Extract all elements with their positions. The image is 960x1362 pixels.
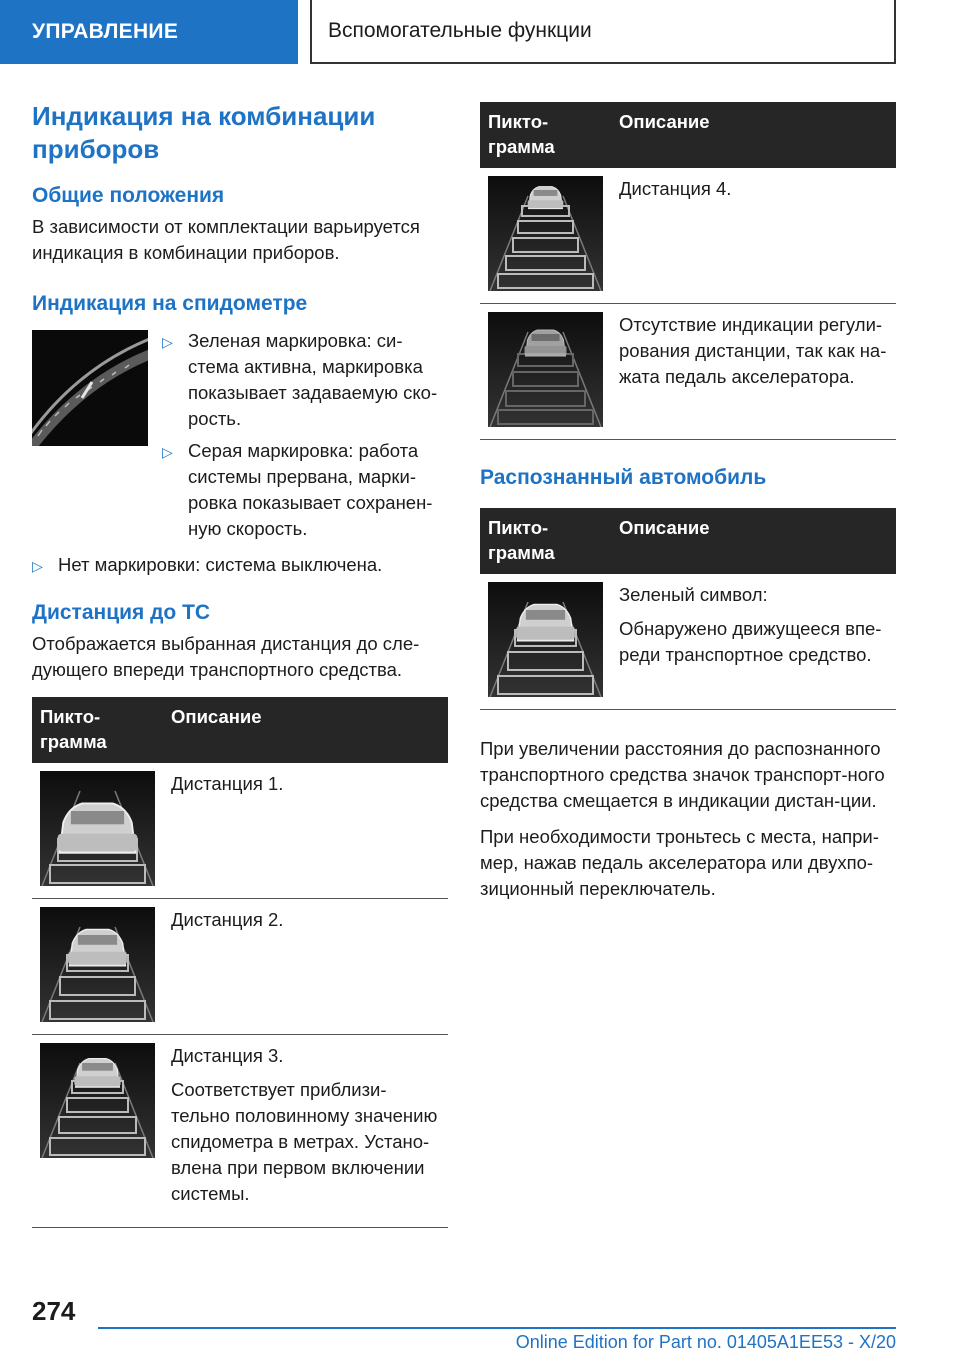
page-number: 274: [32, 1296, 76, 1326]
bullet-text: Серая маркировка: работа системы прервана, марки-ровка показывает сохранен-ную скорость.: [188, 440, 433, 539]
general-text: В зависимости от комплектации варьируется индикация в комбинации приборов.: [32, 216, 420, 263]
distance-heading: Дистанция до ТС: [32, 601, 211, 624]
distance-4-pictogram: [488, 176, 603, 291]
chapter-tab: УПРАВЛЕНИЕ: [0, 0, 298, 64]
row-text: Дистанция 3.: [171, 1045, 284, 1066]
recognized-table: [480, 508, 896, 710]
row-text: Дистанция 4.: [619, 178, 732, 199]
col-header-description: Описание: [163, 697, 448, 763]
triangle-bullet-icon: ▷: [32, 558, 43, 574]
bullet-text: Нет маркировки: система выключена.: [58, 554, 383, 575]
speedo-heading: Индикация на спидометре: [32, 292, 308, 315]
distance-table: [32, 697, 448, 1228]
table-row: [32, 1035, 448, 1228]
table-row: [480, 304, 896, 440]
no-regulation-pictogram: [488, 312, 603, 427]
recognized-heading: Распознанный автомобиль: [480, 466, 767, 489]
edition-info: Online Edition for Part no. 01405A1EE53 - X/20: [515, 1332, 896, 1352]
distance-text: Отображается выбранная дистанция до сле-дующего впереди транспортного средства.: [32, 633, 420, 680]
table-row: [32, 899, 448, 1035]
speedo-bullet: [162, 438, 448, 542]
recognized-vehicle-pictogram: [488, 582, 603, 697]
section-title: Вспомогательные функции: [310, 0, 896, 64]
triangle-bullet-icon: ▷: [162, 334, 173, 350]
row-text: Дистанция 1.: [171, 773, 284, 794]
col-header-pictogram: Пикто-грамма: [32, 697, 163, 763]
distance-3-pictogram: [40, 1043, 155, 1158]
row-text: Зеленый символ:: [619, 584, 768, 605]
bullet-text: Зеленая маркировка: си-стема активна, маркировка показывает задаваемую ско-рость.: [188, 330, 438, 429]
speedo-bullet: [32, 552, 448, 579]
table-row: [32, 763, 448, 899]
general-heading: Общие положения: [32, 184, 225, 207]
row-text: Отсутствие индикации регули-рования дистанции, так как на-жата педаль акселератора.: [619, 314, 887, 387]
table-row: [480, 574, 896, 710]
distance-table-continued: [480, 102, 896, 440]
speedo-bullet: [162, 328, 448, 432]
paragraph: При увеличении расстояния до распознанного транспортного средства значок транспорт-ного средства смещается в индикации дистан-ции.: [480, 738, 885, 811]
col-header-pictogram: Пикто-грамма: [480, 508, 611, 574]
distance-2-pictogram: [40, 907, 155, 1022]
footer-divider: [98, 1327, 896, 1329]
row-text: Дистанция 2.: [171, 909, 284, 930]
table-row: [480, 168, 896, 304]
row-text: Соответствует приблизи-тельно половинному значению спидометра в метрах. Устано-влена при первом включении системы.: [171, 1079, 438, 1204]
speedometer-marking-image: [32, 330, 148, 446]
paragraph: При необходимости троньтесь с места, напри-мер, нажав педаль акселератора или двухпо-зиционный переключатель.: [480, 826, 879, 899]
triangle-bullet-icon: ▷: [162, 444, 173, 460]
col-header-description: Описание: [611, 508, 896, 574]
page-title: Индикация на комбинации приборов: [32, 101, 376, 164]
col-header-pictogram: Пикто-грамма: [480, 102, 611, 168]
row-text: Обнаружено движущееся впе-реди транспортное средство.: [619, 618, 882, 665]
col-header-description: Описание: [611, 102, 896, 168]
distance-1-pictogram: [40, 771, 155, 886]
